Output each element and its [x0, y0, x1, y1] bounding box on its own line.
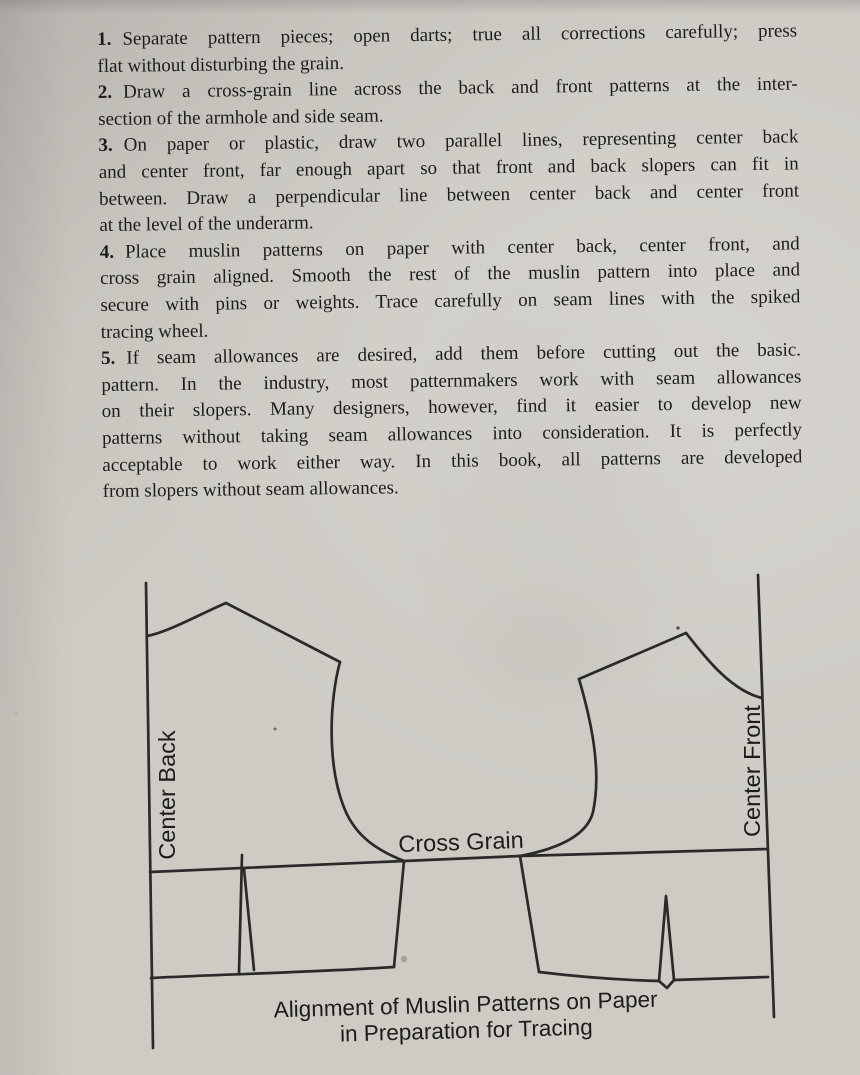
instruction-line: 1. Separate pattern pieces; open darts; true all corrections carefully; press — [97, 20, 798, 50]
back-shoulder-line — [226, 603, 340, 662]
instruction-line: at the level of the underarm. — [99, 212, 314, 237]
center-front-label: Center Front — [739, 705, 765, 837]
instruction-line: 3. On paper or plastic, draw two parallel lines, representing center back — [98, 126, 799, 157]
center-back-label: Center Back — [154, 730, 180, 860]
instruction-line: 2. Draw a cross-grain line across the back and front patterns at the inter- — [97, 73, 798, 104]
instruction-line: secure with pins or weights. Trace carefully on seam lines with the spiked — [100, 286, 801, 316]
instruction-line: section of the armhole and side seam. — [97, 105, 384, 130]
front-waist-line — [539, 972, 659, 981]
back-waist-line — [151, 967, 394, 978]
figure-caption-line2: in Preparation for Tracing — [339, 1013, 593, 1047]
speck — [401, 956, 407, 962]
instruction-line: cross grain aligned. Smooth the rest of the muslin pattern into place and — [99, 259, 801, 290]
front-dart-leg — [659, 896, 674, 981]
instruction-line: 4. Place muslin patterns on paper with center back, center front, and — [99, 233, 800, 263]
instruction-line: and center front, far enough apart so that front and back slopers can fit in — [98, 153, 799, 183]
front-side-seam — [520, 856, 539, 972]
back-neckline — [147, 603, 226, 636]
instruction-number: 1. — [97, 28, 112, 50]
instruction-line: patterns without taking seam allowances into consideration. It is perfectly — [101, 419, 803, 449]
instruction-line: from slopers without seam allowances. — [102, 477, 399, 503]
front-armhole-curve — [520, 679, 596, 856]
front-waist-line — [674, 977, 768, 980]
instruction-number: 3. — [98, 135, 113, 157]
scan-specks — [274, 626, 680, 962]
figure-caption-line1: Alignment of Muslin Patterns on Paper — [273, 986, 658, 1023]
instruction-number: 2. — [97, 82, 113, 104]
front-pattern-piece — [520, 575, 774, 1017]
front-neckline — [686, 633, 762, 698]
instruction-number: 4. — [99, 241, 115, 263]
cross-grain-label: Cross Grain — [397, 826, 525, 858]
instruction-number: 5. — [100, 347, 116, 370]
back-dart-leg — [244, 869, 254, 970]
front-shoulder-line — [579, 633, 686, 679]
instruction-line: pattern. In the industry, most patternmakers work with seam allowances — [101, 366, 802, 396]
instruction-line: between. Draw a perpendicular line between center back and center front — [98, 179, 800, 210]
instruction-line: 5. If seam allowances are desired, add them before cutting out the basic. — [100, 339, 802, 370]
instruction-line: on their slopers. Many designers, however, find it easier to develop new — [101, 392, 802, 423]
instruction-line: tracing wheel. — [100, 320, 209, 343]
instruction-line: flat without disturbing the grain. — [97, 52, 345, 77]
back-dart-leg — [239, 855, 242, 973]
back-side-seam — [394, 861, 404, 967]
speck — [676, 626, 679, 629]
speck — [274, 728, 277, 731]
back-pattern-piece — [146, 583, 404, 1048]
instruction-line: acceptable to work either way. In this book, all patterns are developed — [102, 445, 803, 476]
